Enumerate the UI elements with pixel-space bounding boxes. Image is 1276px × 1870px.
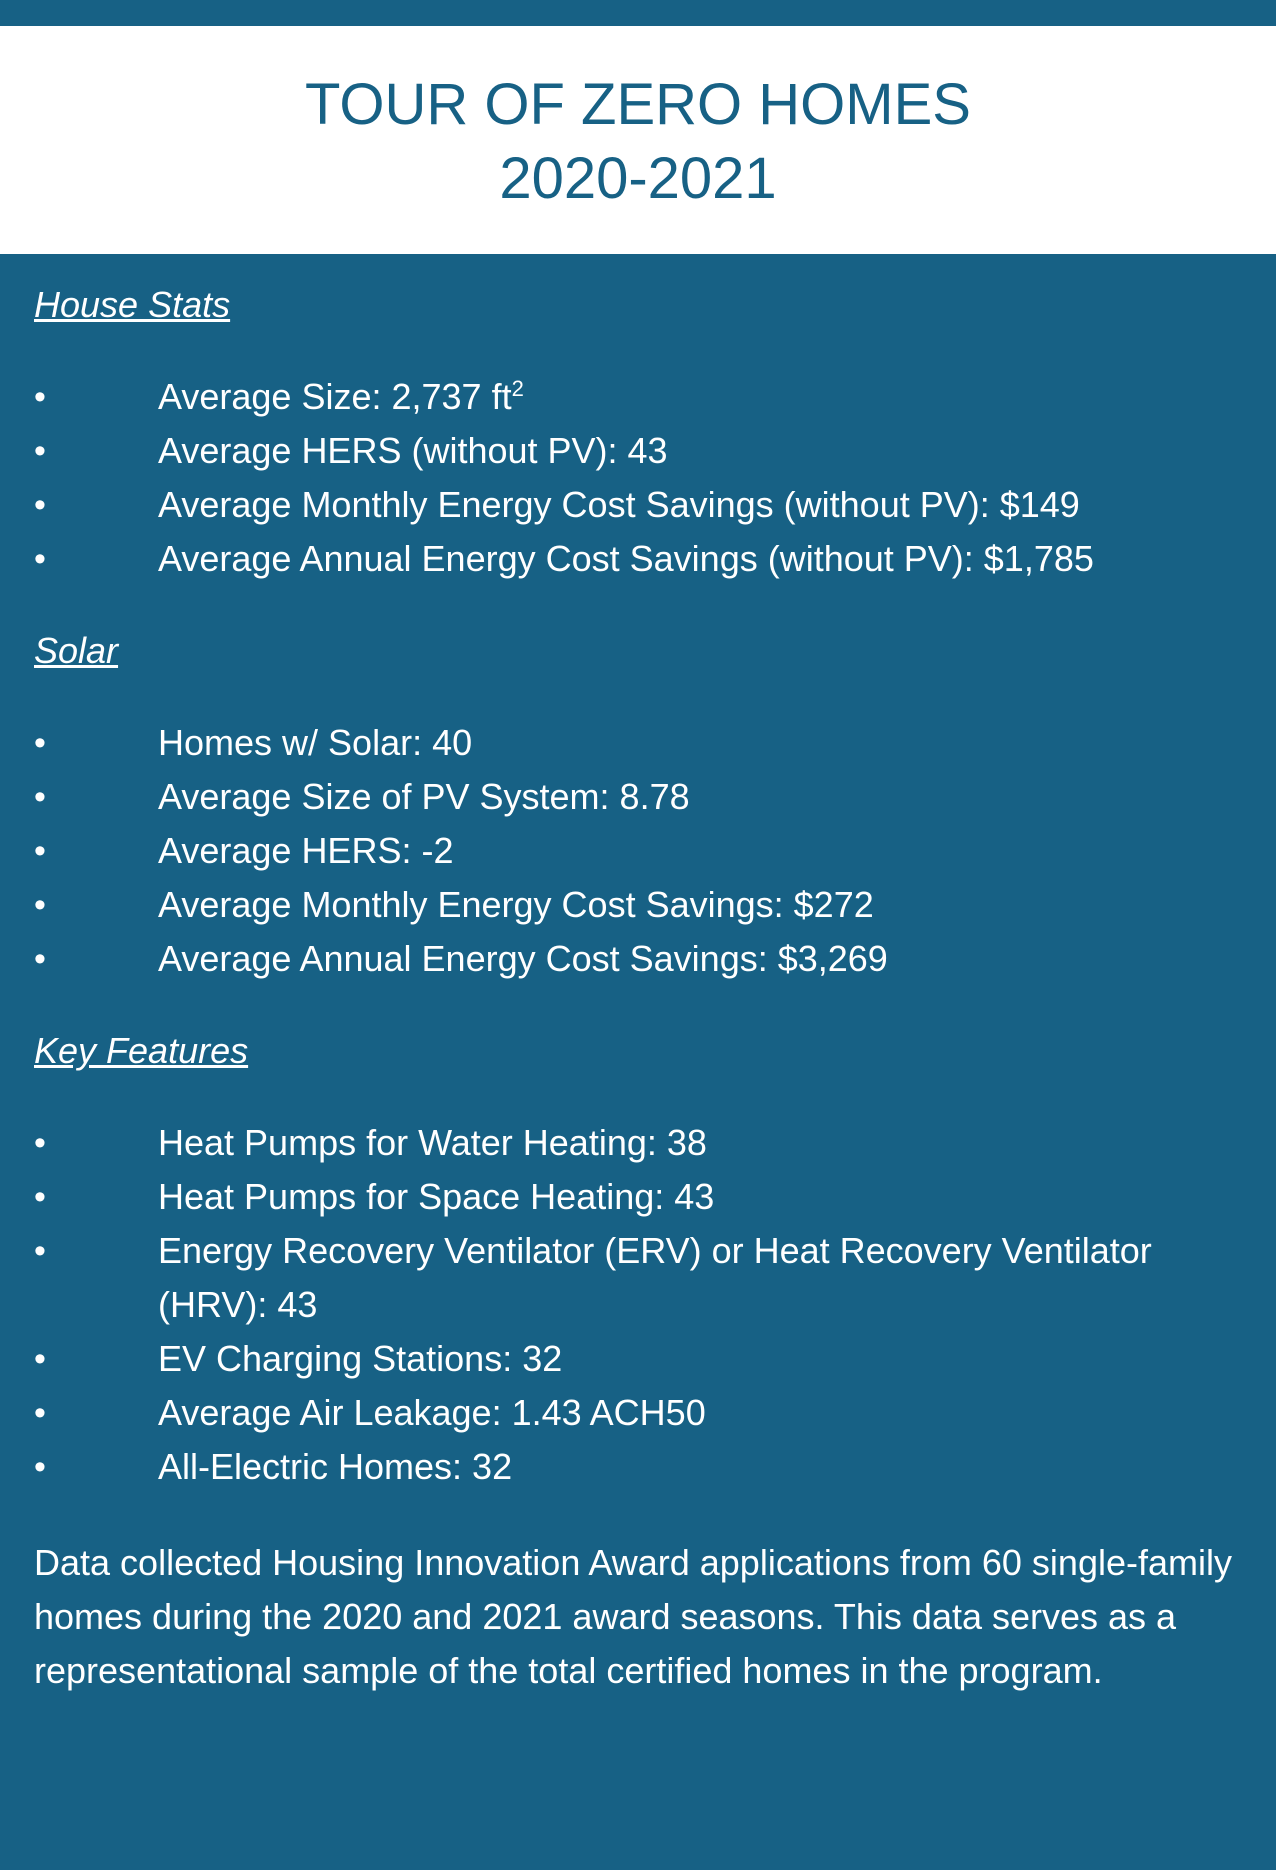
list-item — [34, 932, 1244, 986]
list-item — [34, 824, 1244, 878]
list-item-text: Heat Pumps for Space Heating: 43 — [158, 1176, 715, 1217]
list-item-text: EV Charging Stations: 32 — [158, 1338, 563, 1379]
house-stats-list — [34, 370, 1244, 586]
list-item-text: Homes w/ Solar: 40 — [158, 722, 473, 763]
list-item-text: Energy Recovery Ventilator (ERV) or Heat Recovery Ventilator (HRV): 43 — [158, 1230, 1152, 1325]
bullet-icon: • — [34, 1394, 46, 1432]
list-item-text: Average Annual Energy Cost Savings (without PV): $1,785 — [158, 538, 1094, 579]
bullet-icon: • — [34, 378, 46, 416]
data-source-note: Data collected Housing Innovation Award applications from 60 single-family homes during the 2020 and 2021 award seasons. This data serves as a representational sample of the total certified homes in the program. — [34, 1542, 1232, 1691]
superscript-exponent: 2 — [511, 376, 524, 401]
title-box — [0, 26, 1276, 254]
bullet-icon: • — [34, 832, 46, 870]
list-item — [34, 716, 1244, 770]
page-subtitle-years: 2020-2021 — [499, 146, 777, 211]
key-features-list — [34, 1116, 1244, 1494]
list-item — [34, 1386, 1244, 1440]
bullet-icon: • — [34, 1448, 46, 1486]
bullet-icon: • — [34, 778, 46, 816]
section-heading-solar: Solar — [34, 630, 119, 671]
page-title: TOUR OF ZERO HOMES — [305, 72, 971, 137]
section-heading-key-features: Key Features — [34, 1030, 249, 1071]
bullet-icon: • — [34, 486, 46, 524]
list-item — [34, 424, 1244, 478]
list-item-text: Average Monthly Energy Cost Savings (without PV): $149 — [158, 484, 1080, 525]
list-item — [34, 1440, 1244, 1494]
list-item-text: Average HERS: -2 — [158, 830, 454, 871]
list-item-text: Average Annual Energy Cost Savings: $3,269 — [158, 938, 888, 979]
bullet-icon: • — [34, 1232, 46, 1270]
bullet-icon: • — [34, 1340, 46, 1378]
list-item — [34, 370, 1244, 424]
bullet-icon: • — [34, 1124, 46, 1162]
list-item — [34, 478, 1244, 532]
list-item — [34, 532, 1244, 586]
list-item-text: Average HERS (without PV): 43 — [158, 430, 668, 471]
list-item — [34, 1332, 1244, 1386]
bullet-icon: • — [34, 886, 46, 924]
list-item-text: All-Electric Homes: 32 — [158, 1446, 513, 1487]
list-item-text: Heat Pumps for Water Heating: 38 — [158, 1122, 707, 1163]
bullet-icon: • — [34, 540, 46, 578]
top-bar — [0, 0, 1276, 26]
bullet-icon: • — [34, 432, 46, 470]
bullet-icon: • — [34, 724, 46, 762]
solar-list — [34, 716, 1244, 986]
list-item-text: Average Size of PV System: 8.78 — [158, 776, 690, 817]
list-item — [34, 1170, 1244, 1224]
list-item-text: Average Monthly Energy Cost Savings: $272 — [158, 884, 874, 925]
list-item — [34, 1224, 1244, 1332]
list-item-text: Average Size: 2,737 ft — [158, 376, 512, 417]
list-item — [34, 770, 1244, 824]
section-heading-house-stats: House Stats — [34, 284, 231, 325]
bullet-icon: • — [34, 1178, 46, 1216]
content — [34, 282, 1244, 1698]
list-item — [34, 1116, 1244, 1170]
bullet-icon: • — [34, 940, 46, 978]
list-item — [34, 878, 1244, 932]
list-item-text: Average Air Leakage: 1.43 ACH50 — [158, 1392, 706, 1433]
